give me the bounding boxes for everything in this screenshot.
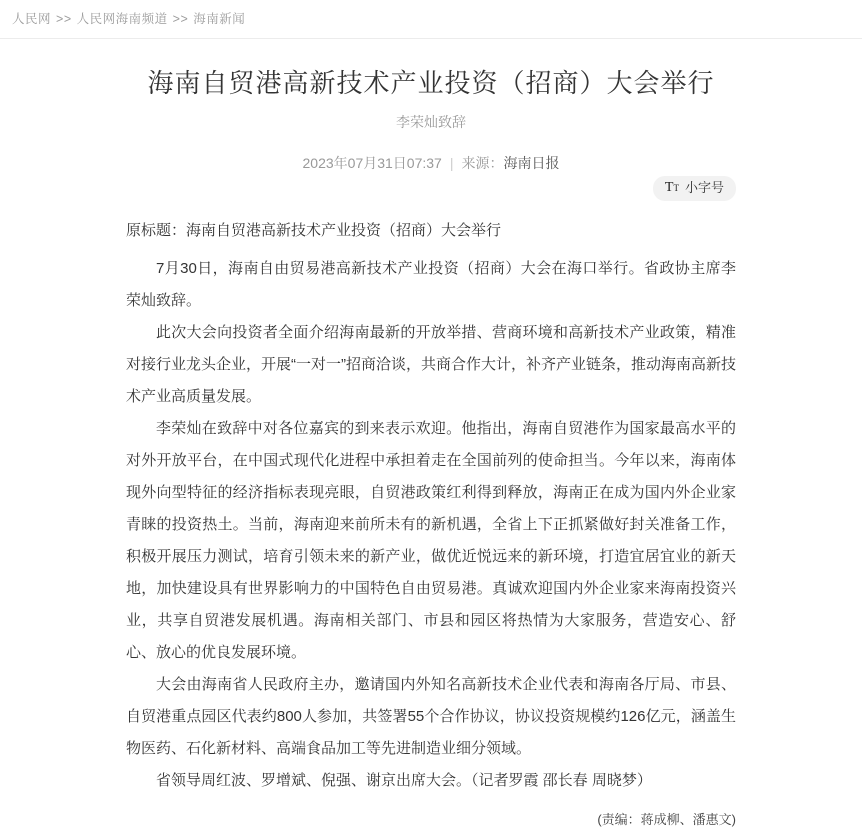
meta-separator: | [449,155,454,172]
editors-credit: (责编：蒋成柳、潘惠文) [597,812,736,828]
article-container [126,66,736,828]
header-divider [0,38,862,39]
breadcrumb-item-channel[interactable]: 人民网海南频道 [76,12,168,26]
article-paragraph: 李荣灿在致辞中对各位嘉宾的到来表示欢迎。他指出，海南自贸港作为国家最高水平的对外开放平台，在中国式现代化进程中承担着走在全国前列的使命担当。今年以来，海南体现外向型特征的经济指标表现亮眼，自贸港政策红利得到释放，海南正在成为国内外企业家青睐的投资热土。当前，海南迎来前所未有的新机遇，全省上下正抓紧做好封关准备工作，积极开展压力测试，培育引领未来的新产业，做优近悦远来的新环境，打造宜居宜业的新天地，加快建设具有世界影响力的中国特色自由贸易港。真诚欢迎国内外企业家来海南投资兴业，共享自贸港发展机遇。海南相关部门、市县和园区将热情为大家服务，营造安心、舒心、放心的优良发展环境。 [126,420,736,662]
breadcrumb [0,0,862,38]
original-title-line [126,215,736,247]
article-paragraph: 大会由海南省人民政府主办，邀请国内外知名高新技术企业代表和海南各厅局、市县、自贸港重点园区代表约800人参加，共签署55个合作协议，协议投资规模约126亿元，涵盖生物医药、石化新材料、高端食品加工等先进制造业细分领域。 [126,676,736,758]
article-paragraph: 此次大会向投资者全面介绍海南最新的开放举措、营商环境和高新技术产业政策，精准对接行业龙头企业，开展“一对一”招商洽谈，共商合作大计，补齐产业链条，推动海南高新技术产业高质量发展。 [126,324,736,406]
font-size-icon: TT [664,180,679,196]
breadcrumb-item-section[interactable]: 海南新闻 [193,12,246,26]
original-title-text: 海南自贸港高新技术产业投资（招商）大会举行 [186,222,502,240]
breadcrumb-item-home[interactable]: 人民网 [12,12,52,26]
font-size-button-label: 小字号 [684,180,724,196]
article-toolbar [126,176,736,200]
breadcrumb-separator: >> [56,12,72,26]
article-paragraph: 7月30日，海南自由贸易港高新技术产业投资（招商）大会在海口举行。省政协主席李荣灿致辞。 [126,260,736,310]
article-meta [126,153,736,173]
original-title-label: 原标题： [126,222,187,240]
source-name: 海南日报 [503,155,560,172]
publish-date: 2023年07月31日07:37 [302,155,442,172]
article-subtitle: 李荣灿致辞 [396,114,466,131]
breadcrumb-separator: >> [172,12,189,26]
font-size-button[interactable] [653,176,736,201]
page-title: 海南自贸港高新技术产业投资（招商）大会举行 [147,68,715,98]
source-label: 来源： [461,155,504,172]
article-body [126,215,736,797]
article-paragraph: 省领导周红波、罗增斌、倪强、谢京出席大会。（记者罗霞 邵长春 周晓梦） [156,772,652,790]
